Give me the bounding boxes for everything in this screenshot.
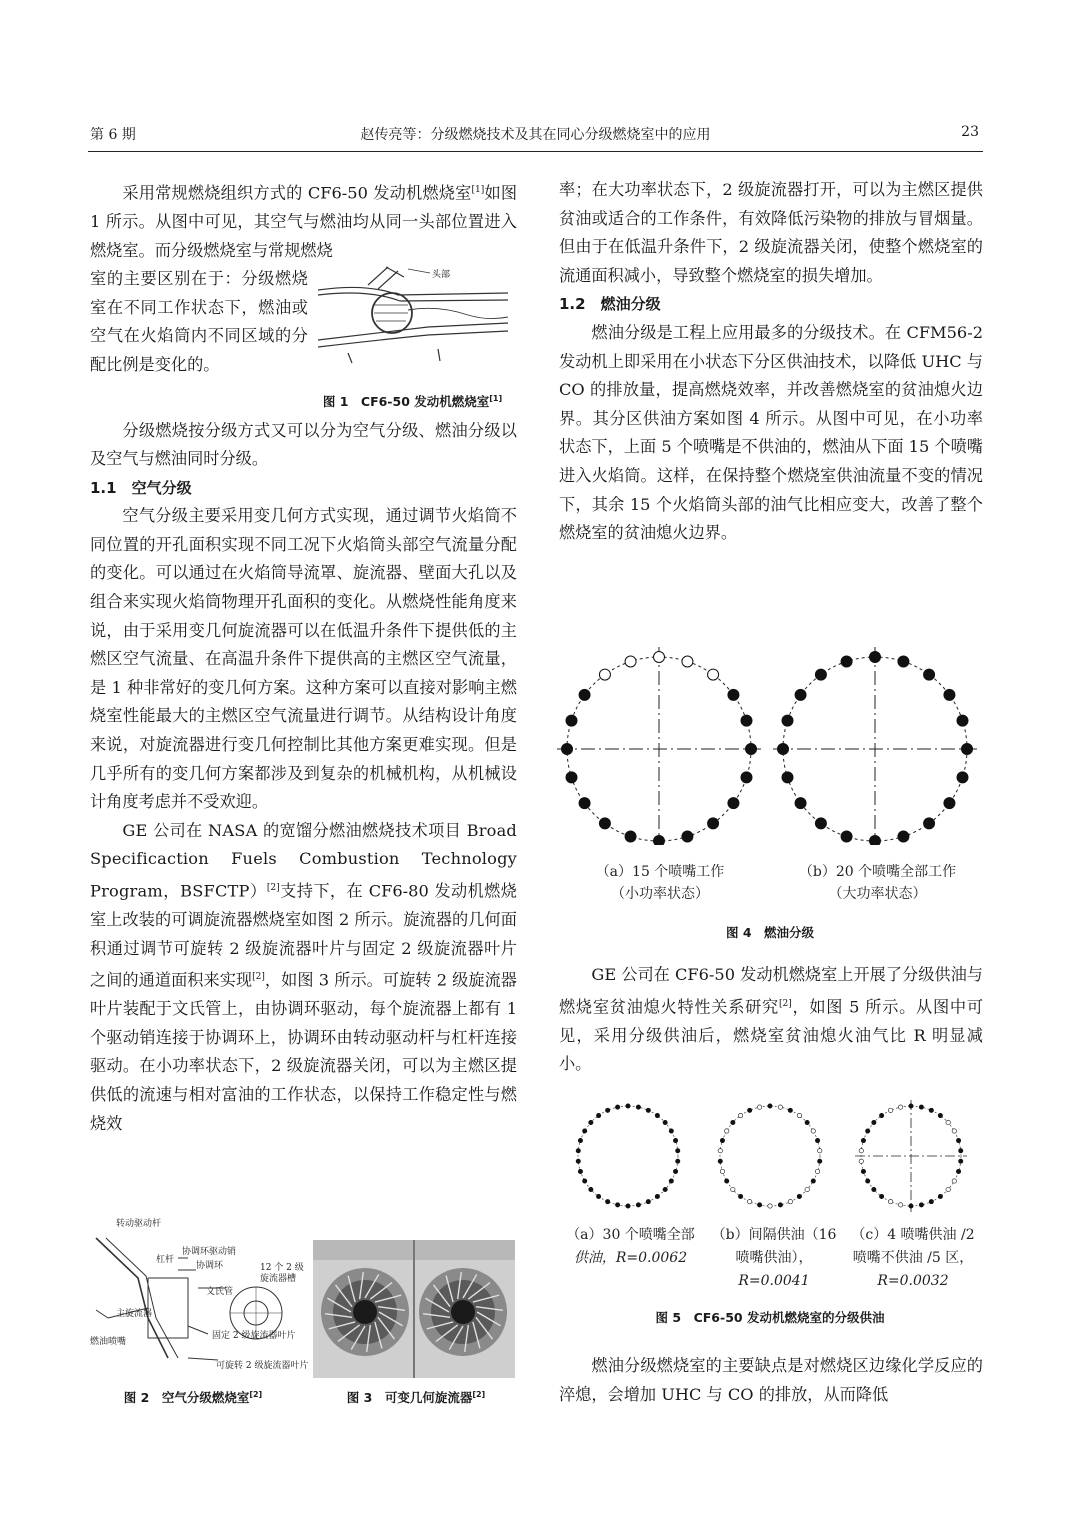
nozzle-on <box>768 1104 772 1108</box>
nozzle-off <box>654 652 665 663</box>
nozzle-on <box>919 1203 923 1207</box>
nozzle-on <box>576 1149 580 1153</box>
nozzle-off <box>898 1203 902 1207</box>
nozzle-on <box>879 1113 883 1117</box>
nozzle-on <box>898 831 909 842</box>
figure-5a-caption: （a）30 个喷嘴全部 供油，R=0.0062 <box>566 1227 695 1266</box>
nozzle-on <box>957 772 968 783</box>
figure-4a-caption: （a）15 个喷嘴工作 （小功率状态） <box>595 864 725 902</box>
nozzle-on <box>646 1199 650 1203</box>
figure-4b-caption: （b）20 个喷嘴全部工作 （大功率状态） <box>798 864 957 902</box>
nozzle-on <box>944 689 955 700</box>
nozzle-on <box>673 1138 677 1142</box>
left-column <box>90 176 517 1138</box>
nozzle-off <box>747 1199 751 1203</box>
nozzle-on <box>782 772 793 783</box>
nozzle-on <box>566 772 577 783</box>
nozzle-on <box>879 1194 883 1198</box>
nozzle-off <box>738 1113 742 1117</box>
paragraph: 空气分级主要采用变几何方式实现，通过调节火焰筒不同位置的开孔面积实现不同工况下火焰筒头部空气流量分配的变化。可以通过在火焰筒导流罩、旋流器、壁面大孔以及组合来实现火焰筒物理开孔面积的变化。从燃烧性能角度来说，由于采用变几何旋流器可以在低温升条件下提供低的主燃区空气流量、在高温升条件下提供高的主燃区空气流量，是 1 种非常好的变几何方案。这种方案可以直接对影响主燃烧室性能最大的主燃区空气流量进行调节。从结构设计角度来说，对旋流器进行变几何控制比其他方案更难实现。但是几乎所有的变几何方案都涉及到复杂的机械机构，从机械设计角度考虑并不受欢迎。 <box>90 506 517 812</box>
header-rule <box>88 151 983 152</box>
nozzle-on <box>872 1120 876 1124</box>
nozzle-on <box>944 798 955 809</box>
right-column-bottom <box>559 1352 983 1409</box>
swirler-combustor-drawing <box>88 1218 313 1378</box>
paragraph: 率；在大功率状态下，2 级旋流器打开，可以为主燃区提供贫油或适合的工作条件，有效降低污染物的排放与冒烟量。但由于在低温升条件下，2 级旋流器关闭，使整个燃烧室的流通面积减小，导致整个燃烧室的损失增加。 <box>559 180 983 285</box>
nozzle-on <box>579 689 590 700</box>
nozzle-on <box>872 1187 876 1191</box>
nozzle-on <box>682 831 693 842</box>
nozzle-on <box>938 1113 942 1117</box>
nozzle-off <box>724 1129 728 1133</box>
nozzle-off <box>625 656 636 667</box>
fig2-label: 燃油喷嘴 <box>90 1337 127 1347</box>
nozzle-on <box>615 1203 619 1207</box>
section-heading-1-2: 1.2 燃油分级 <box>559 295 661 314</box>
page-number: 23 <box>961 124 979 140</box>
nozzle-on <box>898 656 909 667</box>
nozzle-on <box>718 1159 722 1163</box>
nozzle-on <box>795 689 806 700</box>
nozzle-on <box>720 1138 724 1142</box>
fig2-label: 文氏管 <box>206 1287 234 1297</box>
paragraph: 采用常规燃烧组织方式的 CF6-50 发动机燃烧室[1]如图 1 所示。从图中可见，其空气与燃油均从同一头部位置进入燃烧室。而分级燃烧室与常规燃烧 <box>90 183 518 260</box>
nozzle-on <box>815 818 826 829</box>
nozzle-on <box>959 1149 963 1153</box>
figure-5 <box>556 1100 984 1215</box>
nozzle-on <box>962 744 973 755</box>
nozzle-on <box>728 798 739 809</box>
nozzle-on <box>909 1204 913 1208</box>
header-title: 赵传亮等：分级燃烧技术及其在同心分级燃烧室中的应用 <box>360 127 711 143</box>
nozzle-off <box>757 1105 761 1109</box>
nozzle-on <box>870 652 881 663</box>
nozzle-off <box>731 1187 735 1191</box>
figure-1-caption: 图 1 CF6-50 发动机燃烧室[1] <box>322 393 503 409</box>
citation: [2] <box>266 883 280 894</box>
nozzle-on <box>625 831 636 842</box>
nozzle-on <box>747 1108 751 1112</box>
header-issue: 第 6 期 <box>90 127 136 143</box>
nozzle-on <box>676 1159 680 1163</box>
nozzle-on <box>663 1187 667 1191</box>
nozzle-on <box>924 818 935 829</box>
nozzle-on <box>615 1105 619 1109</box>
nozzle-on <box>870 836 881 846</box>
nozzle-on <box>811 1179 815 1183</box>
right-column <box>559 176 983 548</box>
nozzle-off <box>946 1187 950 1191</box>
nozzle-on <box>782 715 793 726</box>
nozzle-on <box>929 1199 933 1203</box>
nozzle-on <box>669 1129 673 1133</box>
nozzle-on <box>795 798 806 809</box>
nozzle-on <box>741 772 752 783</box>
nozzle-off <box>805 1187 809 1191</box>
nozzle-on <box>815 669 826 680</box>
nozzle-on <box>797 1194 801 1198</box>
nozzle-off <box>682 656 693 667</box>
combustor-drawing <box>308 265 517 375</box>
nozzle-on <box>582 1179 586 1183</box>
nozzle-off <box>788 1199 792 1203</box>
nozzle-on <box>841 831 852 842</box>
fig2-label: 协调环 <box>196 1261 224 1271</box>
figure-2 <box>88 1218 313 1378</box>
nozzle-on <box>728 689 739 700</box>
fig2-label: 主旋流器 <box>116 1309 153 1319</box>
figure-3-caption: 图 3 可变几何旋流器[2] <box>346 1389 486 1405</box>
figure-3 <box>313 1240 515 1378</box>
nozzle-off <box>859 1159 863 1163</box>
nozzle-on <box>636 1105 640 1109</box>
nozzle-off <box>859 1149 863 1153</box>
paragraph: 室的主要区别在于：分级燃烧室在不同工作状态下，燃油或空气在火焰筒内不同区域的分配比例是变化的。 <box>90 269 308 374</box>
nozzle-on <box>746 744 757 755</box>
nozzle-off <box>599 669 610 680</box>
paragraph: GE 公司在 CF6-50 发动机燃烧室上开展了分级供油与燃烧室贫油熄火特性关系研究[2]，如图 5 所示。从图中可见，采用分级供油后，燃烧室贫油熄火油气比 R 明显减小。 <box>559 965 984 1074</box>
nozzle-off <box>952 1129 956 1133</box>
nozzle-off <box>778 1105 782 1109</box>
nozzle-on <box>654 836 665 846</box>
fig2-label: 旋流器槽 <box>260 1274 297 1284</box>
nozzle-on <box>919 1105 923 1109</box>
nozzle-on <box>663 1120 667 1124</box>
nozzle-on <box>924 669 935 680</box>
nozzle-on <box>578 1138 582 1142</box>
nozzle-off <box>946 1120 950 1124</box>
figure-5c-caption: （c）4 喷嘴供油 /2 喷嘴不供油 /5 区， R=0.0032 <box>851 1227 975 1289</box>
nozzle-on <box>605 1108 609 1112</box>
nozzle-diagram-5 <box>556 1100 984 1215</box>
nozzle-on <box>865 1129 869 1133</box>
nozzle-on <box>596 1113 600 1117</box>
nozzle-off <box>888 1108 892 1112</box>
nozzle-on <box>636 1203 640 1207</box>
nozzle-off <box>720 1169 724 1173</box>
nozzle-on <box>957 715 968 726</box>
nozzle-on <box>578 1169 582 1173</box>
nozzle-on <box>929 1108 933 1112</box>
nozzle-on <box>589 1120 593 1124</box>
nozzle-off <box>708 669 719 680</box>
nozzle-on <box>738 1194 742 1198</box>
nozzle-on <box>589 1187 593 1191</box>
paragraph: 分级燃烧按分级方式又可以分为空气分级、燃油分级以及空气与燃油同时分级。 <box>90 420 517 469</box>
nozzle-on <box>562 744 573 755</box>
nozzle-on <box>818 1159 822 1163</box>
nozzle-off <box>811 1129 815 1133</box>
nozzle-on <box>582 1129 586 1133</box>
nozzle-on <box>815 1138 819 1142</box>
nozzle-on <box>566 715 577 726</box>
nozzle-on <box>861 1169 865 1173</box>
nozzle-on <box>655 1194 659 1198</box>
fig2-label: 固定 2 级旋流器叶片 <box>212 1331 296 1341</box>
paragraph: GE 公司在 NASA 的宽馏分燃油燃烧技术项目 Broad Specificaction Fuels Combustion Technology Program，BSFCTP）[2]支持下，在 CF6-80 发动机燃烧室上改装的可调旋流器燃烧室如图 2 所示。旋流器的几何面积通过调节可旋转 2 级旋流器叶片与固定 2 级旋流器叶片之间的通道面积来实现[2]，如图 3 所示。可旋转 2 级旋流器叶片装配于文氏管上，由协调环驱动，每个旋流器上都有 1 个驱动销连接于协调环上，协调环由转动驱动杆与杠杆连接驱动。在小功率状态下，2 级旋流器关闭，可以为主燃区提供低的流速与相对富油的工作状态，以保持工作稳定性与燃烧效 <box>90 820 517 1133</box>
nozzle-on <box>778 1203 782 1207</box>
nozzle-off <box>818 1149 822 1153</box>
nozzle-on <box>841 656 852 667</box>
fig2-label: 转动驱动杆 <box>116 1219 162 1229</box>
right-column-lower <box>559 961 983 1079</box>
fig2-label: 可旋转 2 级旋流器叶片 <box>216 1361 309 1371</box>
figure-2-caption: 图 2 空气分级燃烧室[2] <box>123 1389 263 1405</box>
nozzle-on <box>626 1104 630 1108</box>
figure-5-caption: 图 5 CF6-50 发动机燃烧室的分级供油 <box>655 1310 885 1325</box>
nozzle-off <box>898 1105 902 1109</box>
nozzle-off <box>815 1169 819 1173</box>
nozzle-off <box>768 1204 772 1208</box>
nozzle-on <box>673 1169 677 1173</box>
nozzle-diagram-4 <box>556 645 984 845</box>
nozzle-on <box>956 1169 960 1173</box>
nozzle-on <box>579 798 590 809</box>
citation: [2] <box>252 972 265 983</box>
figure-1-label: 头部 <box>432 270 451 281</box>
figure-4 <box>556 645 984 845</box>
paragraph: 燃油分级燃烧室的主要缺点是对燃烧区边缘化学反应的淬熄，会增加 UHC 与 CO 的排放，从而降低 <box>559 1356 983 1404</box>
nozzle-on <box>956 1138 960 1142</box>
figure-1 <box>308 265 517 416</box>
nozzle-on <box>741 715 752 726</box>
nozzle-on <box>938 1194 942 1198</box>
nozzle-on <box>626 1204 630 1208</box>
section-heading-1-1: 1.1 空气分级 <box>90 478 192 497</box>
nozzle-on <box>596 1194 600 1198</box>
nozzle-off <box>952 1179 956 1183</box>
nozzle-on <box>788 1108 792 1112</box>
nozzle-on <box>778 744 789 755</box>
figure-4-caption: 图 4 燃油分级 <box>725 925 815 940</box>
nozzle-on <box>599 818 610 829</box>
nozzle-on <box>805 1120 809 1124</box>
paragraph: 燃油分级是工程上应用最多的分级技术。在 CFM56-2 发动机上即采用在小状态下分区供油技术，以降低 UHC 与 CO 的排放量，提高燃烧效率，并改善燃烧室的贫油熄火边界。其分区供油方案如图 4 所示。从图中可见，在小功率状态下，上面 5 个喷嘴是不供油的，燃油从下面 15 个喷嘴进入火焰筒。这样，在保持整个燃烧室供油流量不变的情况下，其余 15 个火焰筒头部的油气比相应变大，改善了整个燃烧室的贫油熄火边界。 <box>559 322 983 543</box>
nozzle-on <box>605 1199 609 1203</box>
nozzle-on <box>655 1113 659 1117</box>
citation: [1] <box>471 185 485 195</box>
nozzle-on <box>708 818 719 829</box>
nozzle-off <box>718 1149 722 1153</box>
swirler-photo <box>313 1240 515 1378</box>
nozzle-on <box>861 1138 865 1142</box>
nozzle-on <box>676 1149 680 1153</box>
nozzle-on <box>757 1203 761 1207</box>
fig2-label: 协调环驱动销 <box>182 1247 237 1257</box>
nozzle-on <box>731 1120 735 1124</box>
figure-5b-caption: （b）间隔供油（16 喷嘴供油）， R=0.0041 <box>711 1227 837 1289</box>
nozzle-on <box>646 1108 650 1112</box>
nozzle-on <box>909 1104 913 1108</box>
figure-1-wrap <box>90 265 517 416</box>
nozzle-on <box>669 1179 673 1183</box>
nozzle-off <box>797 1113 801 1117</box>
citation: [2] <box>778 998 792 1009</box>
fig2-label: 12 个 2 级 <box>260 1263 304 1273</box>
nozzle-on <box>724 1179 728 1183</box>
nozzle-on <box>959 1159 963 1163</box>
nozzle-off <box>888 1199 892 1203</box>
fig2-label: 杠杆 <box>156 1255 175 1265</box>
nozzle-on <box>865 1179 869 1183</box>
nozzle-on <box>576 1159 580 1163</box>
